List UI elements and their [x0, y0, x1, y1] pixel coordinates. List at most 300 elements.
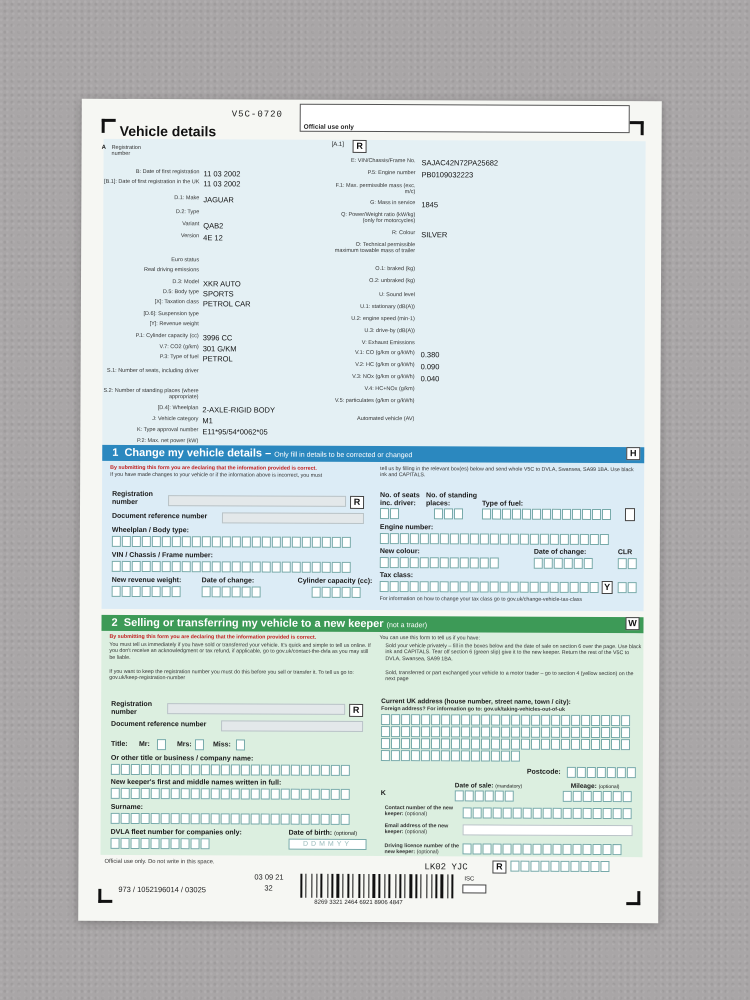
char-box[interactable]	[236, 739, 245, 750]
mrs-checkbox[interactable]	[195, 739, 205, 750]
s1-docref-input[interactable]	[222, 512, 364, 524]
char-box[interactable]	[241, 788, 250, 799]
char-box[interactable]	[171, 764, 180, 775]
char-box[interactable]	[131, 764, 140, 775]
char-box[interactable]	[460, 533, 469, 544]
char-box[interactable]	[390, 557, 399, 568]
char-box[interactable]	[121, 764, 130, 775]
char-box[interactable]	[212, 536, 221, 547]
char-box[interactable]	[570, 534, 579, 545]
char-box[interactable]	[628, 558, 637, 569]
mr-checkbox[interactable]	[157, 739, 167, 750]
dob-input[interactable]: DDMMYY	[289, 839, 367, 850]
char-box[interactable]	[541, 727, 550, 738]
char-box[interactable]	[613, 844, 622, 855]
char-box[interactable]	[601, 727, 610, 738]
char-box[interactable]	[451, 726, 460, 737]
char-box[interactable]	[322, 562, 331, 573]
char-box[interactable]	[482, 508, 491, 519]
char-box[interactable]	[195, 739, 204, 750]
char-box[interactable]	[431, 738, 440, 749]
char-box[interactable]	[380, 533, 389, 544]
char-box[interactable]	[480, 557, 489, 568]
s2-reg-input[interactable]	[167, 703, 345, 715]
char-box[interactable]	[381, 750, 390, 761]
char-box[interactable]	[481, 726, 490, 737]
char-box[interactable]	[461, 726, 470, 737]
char-box[interactable]	[531, 739, 540, 750]
char-box[interactable]	[461, 738, 470, 749]
char-box[interactable]	[491, 727, 500, 738]
char-box[interactable]	[132, 536, 141, 547]
char-box[interactable]	[121, 838, 130, 849]
char-box[interactable]	[212, 586, 221, 597]
char-box[interactable]	[332, 587, 341, 598]
char-box[interactable]	[262, 537, 271, 548]
char-box[interactable]	[151, 764, 160, 775]
char-box[interactable]	[141, 764, 150, 775]
char-box[interactable]	[222, 536, 231, 547]
char-box[interactable]	[112, 561, 121, 572]
char-box[interactable]	[232, 586, 241, 597]
char-box[interactable]	[500, 534, 509, 545]
char-box[interactable]	[142, 586, 151, 597]
char-box[interactable]	[520, 534, 529, 545]
char-box[interactable]	[292, 537, 301, 548]
char-box[interactable]	[601, 715, 610, 726]
char-box[interactable]	[581, 727, 590, 738]
char-box[interactable]	[571, 727, 580, 738]
char-box[interactable]	[493, 844, 502, 855]
char-box[interactable]	[593, 791, 602, 802]
char-box[interactable]	[380, 581, 389, 592]
s1-standing-boxes[interactable]	[434, 508, 464, 519]
char-box[interactable]	[271, 789, 280, 800]
s1-revweight-boxes[interactable]	[112, 586, 182, 597]
char-box[interactable]	[161, 764, 170, 775]
char-box[interactable]	[142, 561, 151, 572]
char-box[interactable]	[523, 808, 532, 819]
char-box[interactable]	[480, 533, 489, 544]
char-box[interactable]	[191, 764, 200, 775]
char-box[interactable]	[495, 791, 504, 802]
char-box[interactable]	[161, 788, 170, 799]
char-box[interactable]	[562, 509, 571, 520]
address-row[interactable]	[381, 738, 631, 750]
char-box[interactable]	[381, 738, 390, 749]
char-box[interactable]	[211, 788, 220, 799]
char-box[interactable]	[473, 807, 482, 818]
char-box[interactable]	[391, 714, 400, 725]
char-box[interactable]	[540, 582, 549, 593]
char-box[interactable]	[381, 714, 390, 725]
char-box[interactable]	[597, 767, 606, 778]
char-box[interactable]	[390, 508, 399, 519]
char-box[interactable]	[628, 582, 637, 593]
char-box[interactable]	[202, 536, 211, 547]
char-box[interactable]	[141, 813, 150, 824]
char-box[interactable]	[221, 813, 230, 824]
char-box[interactable]	[510, 582, 519, 593]
char-box[interactable]	[491, 739, 500, 750]
char-box[interactable]	[332, 537, 341, 548]
char-box[interactable]	[440, 533, 449, 544]
char-box[interactable]	[152, 561, 161, 572]
char-box[interactable]	[301, 765, 310, 776]
char-box[interactable]	[341, 789, 350, 800]
char-box[interactable]	[430, 581, 439, 592]
char-box[interactable]	[182, 536, 191, 547]
char-box[interactable]	[577, 767, 586, 778]
s1-dateofchange2-boxes[interactable]	[534, 558, 594, 569]
char-box[interactable]	[390, 533, 399, 544]
address-grid[interactable]	[381, 714, 631, 763]
char-box[interactable]	[590, 861, 599, 872]
char-box[interactable]	[301, 814, 310, 825]
char-box[interactable]	[461, 714, 470, 725]
char-box[interactable]	[172, 536, 181, 547]
char-box[interactable]	[201, 838, 210, 849]
char-box[interactable]	[451, 750, 460, 761]
char-box[interactable]	[411, 750, 420, 761]
char-box[interactable]	[151, 838, 160, 849]
char-box[interactable]	[521, 715, 530, 726]
char-box[interactable]	[282, 562, 291, 573]
char-box[interactable]	[455, 790, 464, 801]
char-box[interactable]	[590, 582, 599, 593]
char-box[interactable]	[471, 738, 480, 749]
char-box[interactable]	[530, 861, 539, 872]
char-box[interactable]	[483, 807, 492, 818]
char-box[interactable]	[431, 714, 440, 725]
char-box[interactable]	[151, 788, 160, 799]
char-box[interactable]	[201, 764, 210, 775]
char-box[interactable]	[222, 561, 231, 572]
char-box[interactable]	[181, 838, 190, 849]
char-box[interactable]	[501, 739, 510, 750]
char-box[interactable]	[301, 789, 310, 800]
char-box[interactable]	[411, 714, 420, 725]
char-box[interactable]	[593, 808, 602, 819]
char-box[interactable]	[242, 561, 251, 572]
char-box[interactable]	[444, 508, 453, 519]
char-box[interactable]	[450, 557, 459, 568]
char-box[interactable]	[490, 582, 499, 593]
s1-taxclass-boxes[interactable]	[380, 581, 600, 593]
email-input[interactable]	[463, 824, 633, 836]
char-box[interactable]	[541, 739, 550, 750]
char-box[interactable]	[481, 714, 490, 725]
char-box[interactable]	[202, 586, 211, 597]
char-box[interactable]	[510, 534, 519, 545]
char-box[interactable]	[421, 750, 430, 761]
char-box[interactable]	[581, 715, 590, 726]
char-box[interactable]	[281, 814, 290, 825]
char-box[interactable]	[454, 508, 463, 519]
char-box[interactable]	[251, 813, 260, 824]
char-box[interactable]	[491, 715, 500, 726]
char-box[interactable]	[262, 562, 271, 573]
char-box[interactable]	[131, 813, 140, 824]
char-box[interactable]	[272, 562, 281, 573]
char-box[interactable]	[513, 844, 522, 855]
char-box[interactable]	[461, 750, 470, 761]
char-box[interactable]	[181, 813, 190, 824]
char-box[interactable]	[544, 558, 553, 569]
char-box[interactable]	[141, 838, 150, 849]
char-box[interactable]	[162, 536, 171, 547]
char-box[interactable]	[152, 586, 161, 597]
char-box[interactable]	[573, 791, 582, 802]
char-box[interactable]	[401, 714, 410, 725]
char-box[interactable]	[400, 581, 409, 592]
char-box[interactable]	[563, 844, 572, 855]
char-box[interactable]	[552, 509, 561, 520]
char-box[interactable]	[590, 534, 599, 545]
char-box[interactable]	[560, 534, 569, 545]
char-box[interactable]	[618, 582, 627, 593]
char-box[interactable]	[221, 764, 230, 775]
char-box[interactable]	[613, 808, 622, 819]
char-box[interactable]	[381, 726, 390, 737]
char-box[interactable]	[490, 534, 499, 545]
char-box[interactable]	[420, 557, 429, 568]
char-box[interactable]	[470, 557, 479, 568]
char-box[interactable]	[131, 788, 140, 799]
char-box[interactable]	[231, 764, 240, 775]
char-box[interactable]	[583, 844, 592, 855]
char-box[interactable]	[341, 814, 350, 825]
char-box[interactable]	[232, 561, 241, 572]
char-box[interactable]	[311, 789, 320, 800]
char-box[interactable]	[523, 844, 532, 855]
char-box[interactable]	[501, 727, 510, 738]
char-box[interactable]	[510, 861, 519, 872]
char-box[interactable]	[331, 814, 340, 825]
char-box[interactable]	[602, 509, 611, 520]
char-box[interactable]	[475, 790, 484, 801]
char-box[interactable]	[480, 581, 489, 592]
char-box[interactable]	[434, 508, 443, 519]
char-box[interactable]	[421, 738, 430, 749]
char-box[interactable]	[282, 537, 291, 548]
char-box[interactable]	[342, 562, 351, 573]
s1-colour-boxes[interactable]	[380, 557, 500, 569]
char-box[interactable]	[574, 558, 583, 569]
char-box[interactable]	[391, 738, 400, 749]
s2-other-boxes[interactable]	[111, 764, 351, 776]
char-box[interactable]	[550, 861, 559, 872]
char-box[interactable]	[551, 727, 560, 738]
char-box[interactable]	[560, 582, 569, 593]
char-box[interactable]	[162, 586, 171, 597]
char-box[interactable]	[411, 738, 420, 749]
char-box[interactable]	[570, 582, 579, 593]
char-box[interactable]	[532, 509, 541, 520]
char-box[interactable]	[627, 767, 636, 778]
char-box[interactable]	[132, 561, 141, 572]
char-box[interactable]	[391, 750, 400, 761]
char-box[interactable]	[583, 808, 592, 819]
mileage-boxes[interactable]	[563, 791, 633, 802]
char-box[interactable]	[111, 838, 120, 849]
char-box[interactable]	[550, 582, 559, 593]
char-box[interactable]	[252, 586, 261, 597]
char-box[interactable]	[431, 750, 440, 761]
char-box[interactable]	[501, 715, 510, 726]
char-box[interactable]	[460, 581, 469, 592]
char-box[interactable]	[571, 715, 580, 726]
char-box[interactable]	[521, 739, 530, 750]
char-box[interactable]	[212, 561, 221, 572]
char-box[interactable]	[331, 765, 340, 776]
char-box[interactable]	[321, 789, 330, 800]
char-box[interactable]	[291, 814, 300, 825]
char-box[interactable]	[471, 750, 480, 761]
s1-cyl-boxes[interactable]	[312, 587, 362, 598]
char-box[interactable]	[554, 558, 563, 569]
char-box[interactable]	[311, 765, 320, 776]
char-box[interactable]	[231, 813, 240, 824]
char-box[interactable]	[591, 727, 600, 738]
char-box[interactable]	[623, 808, 632, 819]
char-box[interactable]	[530, 582, 539, 593]
char-box[interactable]	[202, 561, 211, 572]
char-box[interactable]	[621, 727, 630, 738]
char-box[interactable]	[603, 844, 612, 855]
char-box[interactable]	[441, 726, 450, 737]
char-box[interactable]	[112, 536, 121, 547]
char-box[interactable]	[561, 727, 570, 738]
char-box[interactable]	[591, 715, 600, 726]
char-box[interactable]	[600, 534, 609, 545]
s1-fuel-boxes[interactable]	[482, 508, 612, 520]
char-box[interactable]	[152, 536, 161, 547]
char-box[interactable]	[171, 813, 180, 824]
char-box[interactable]	[211, 764, 220, 775]
char-box[interactable]	[540, 861, 549, 872]
char-box[interactable]	[401, 750, 410, 761]
s2-fleet-boxes[interactable]	[111, 838, 211, 849]
char-box[interactable]	[191, 788, 200, 799]
char-box[interactable]	[440, 581, 449, 592]
char-box[interactable]	[583, 791, 592, 802]
char-box[interactable]	[465, 790, 474, 801]
char-box[interactable]	[603, 808, 612, 819]
char-box[interactable]	[551, 739, 560, 750]
char-box[interactable]	[421, 726, 430, 737]
char-box[interactable]	[541, 715, 550, 726]
char-box[interactable]	[242, 536, 251, 547]
char-box[interactable]	[261, 765, 270, 776]
char-box[interactable]	[400, 557, 409, 568]
char-box[interactable]	[272, 537, 281, 548]
char-box[interactable]	[342, 537, 351, 548]
char-box[interactable]	[271, 814, 280, 825]
char-box[interactable]	[161, 813, 170, 824]
char-box[interactable]	[410, 581, 419, 592]
char-box[interactable]	[380, 508, 389, 519]
char-box[interactable]	[410, 533, 419, 544]
char-box[interactable]	[531, 715, 540, 726]
char-box[interactable]	[142, 536, 151, 547]
char-box[interactable]	[331, 789, 340, 800]
char-box[interactable]	[332, 562, 341, 573]
char-box[interactable]	[560, 861, 569, 872]
char-box[interactable]	[302, 537, 311, 548]
char-box[interactable]	[441, 750, 450, 761]
char-box[interactable]	[570, 861, 579, 872]
char-box[interactable]	[611, 727, 620, 738]
char-box[interactable]	[470, 581, 479, 592]
char-box[interactable]	[512, 509, 521, 520]
char-box[interactable]	[561, 739, 570, 750]
char-box[interactable]	[440, 557, 449, 568]
char-box[interactable]	[192, 536, 201, 547]
char-box[interactable]	[322, 537, 331, 548]
char-box[interactable]	[603, 791, 612, 802]
char-box[interactable]	[621, 739, 630, 750]
char-box[interactable]	[182, 561, 191, 572]
char-box[interactable]	[292, 562, 301, 573]
char-box[interactable]	[251, 788, 260, 799]
char-box[interactable]	[580, 861, 589, 872]
address-row[interactable]	[381, 714, 631, 726]
char-box[interactable]	[591, 739, 600, 750]
char-box[interactable]	[551, 715, 560, 726]
s1-vin-boxes[interactable]	[112, 561, 352, 573]
s2-surname-boxes[interactable]	[111, 813, 351, 825]
char-box[interactable]	[530, 534, 539, 545]
char-box[interactable]	[550, 534, 559, 545]
char-box[interactable]	[411, 726, 420, 737]
char-box[interactable]	[322, 587, 331, 598]
char-box[interactable]	[481, 750, 490, 761]
char-box[interactable]	[460, 557, 469, 568]
char-box[interactable]	[401, 738, 410, 749]
char-box[interactable]	[132, 586, 141, 597]
char-box[interactable]	[580, 582, 589, 593]
char-box[interactable]	[312, 537, 321, 548]
char-box[interactable]	[191, 838, 200, 849]
char-box[interactable]	[542, 509, 551, 520]
char-box[interactable]	[192, 561, 201, 572]
char-box[interactable]	[171, 788, 180, 799]
char-box[interactable]	[611, 715, 620, 726]
char-box[interactable]	[122, 586, 131, 597]
s1-wheelplan-boxes[interactable]	[112, 536, 352, 548]
char-box[interactable]	[341, 765, 350, 776]
char-box[interactable]	[450, 533, 459, 544]
char-box[interactable]	[232, 536, 241, 547]
char-box[interactable]	[520, 861, 529, 872]
char-box[interactable]	[573, 844, 582, 855]
char-box[interactable]	[291, 789, 300, 800]
char-box[interactable]	[401, 726, 410, 737]
char-box[interactable]	[491, 751, 500, 762]
char-box[interactable]	[222, 586, 231, 597]
char-box[interactable]	[503, 808, 512, 819]
char-box[interactable]	[122, 561, 131, 572]
char-box[interactable]	[261, 789, 270, 800]
char-box[interactable]	[531, 727, 540, 738]
char-box[interactable]	[534, 558, 543, 569]
char-box[interactable]	[553, 808, 562, 819]
char-box[interactable]	[511, 739, 520, 750]
char-box[interactable]	[441, 714, 450, 725]
char-box[interactable]	[430, 533, 439, 544]
char-box[interactable]	[572, 509, 581, 520]
